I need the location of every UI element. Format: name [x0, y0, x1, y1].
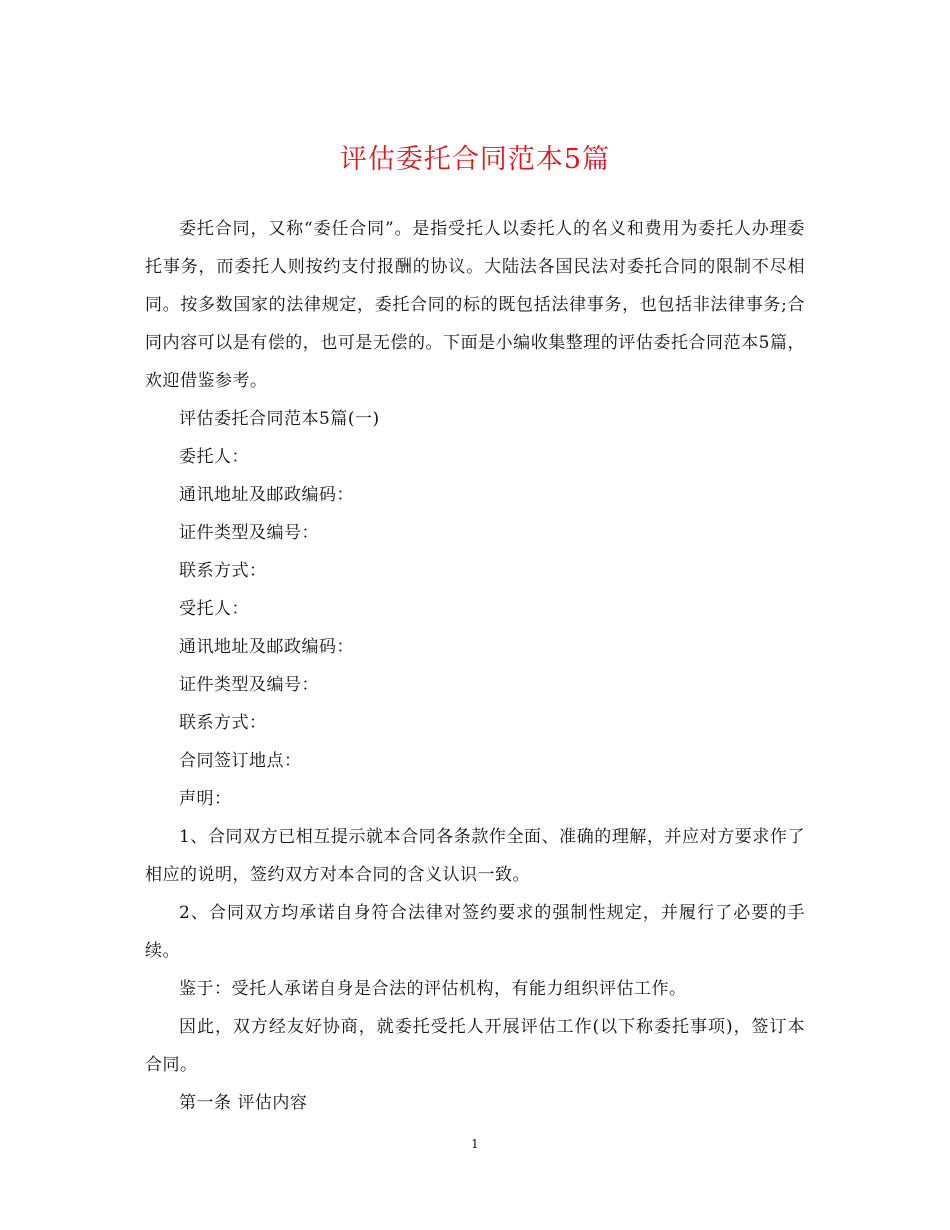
field-principal-contact: 联系方式：	[179, 561, 267, 581]
therefore-paragraph: 因此，双方经友好协商，就委托受托人开展评估工作(以下称委托事项)，签订本合同。	[145, 1017, 805, 1075]
field-principal-address: 通讯地址及邮政编码：	[179, 485, 354, 505]
whereas-paragraph: 鉴于：受托人承诺自身是合法的评估机构，有能力组织评估工作。	[179, 979, 687, 999]
field-agent-id: 证件类型及编号：	[179, 675, 319, 695]
document-title: 评估委托合同范本5篇	[339, 144, 611, 175]
field-agent-address: 通讯地址及邮政编码：	[179, 637, 354, 657]
intro-paragraph: 委托合同，又称“委任合同”。是指受托人以委托人的名义和费用为委托人办理委托事务，而委托人则按约支付报酬的协议。大陆法各国民法对委托合同的限制不尽相同。按多数国家的法律规定，委托合同的标的既包括法律事务，也包括非法律事务;合同内容可以是有偿的，也可是无偿的。下面是小编收集整理的评估委托合同范本5篇，欢迎借鉴参考。	[145, 219, 805, 391]
field-principal: 委托人：	[179, 447, 249, 467]
declaration-heading: 声明：	[179, 789, 232, 809]
declaration-item-2: 2、合同双方均承诺自身符合法律对签约要求的强制性规定，并履行了必要的手续。	[145, 903, 805, 961]
field-principal-id: 证件类型及编号：	[179, 523, 319, 543]
field-signing-place: 合同签订地点：	[179, 751, 302, 771]
article-1-heading: 第一条 评估内容	[179, 1093, 308, 1113]
declaration-item-1: 1、合同双方已相互提示就本合同各条款作全面、准确的理解，并应对方要求作了相应的说明，签约双方对本合同的含义认识一致。	[145, 827, 805, 885]
document-body	[145, 210, 805, 1122]
section-heading: 评估委托合同范本5篇(一)	[179, 409, 380, 429]
page-number: 1	[471, 1137, 479, 1151]
field-agent: 受托人：	[179, 599, 249, 619]
field-agent-contact: 联系方式：	[179, 713, 267, 733]
